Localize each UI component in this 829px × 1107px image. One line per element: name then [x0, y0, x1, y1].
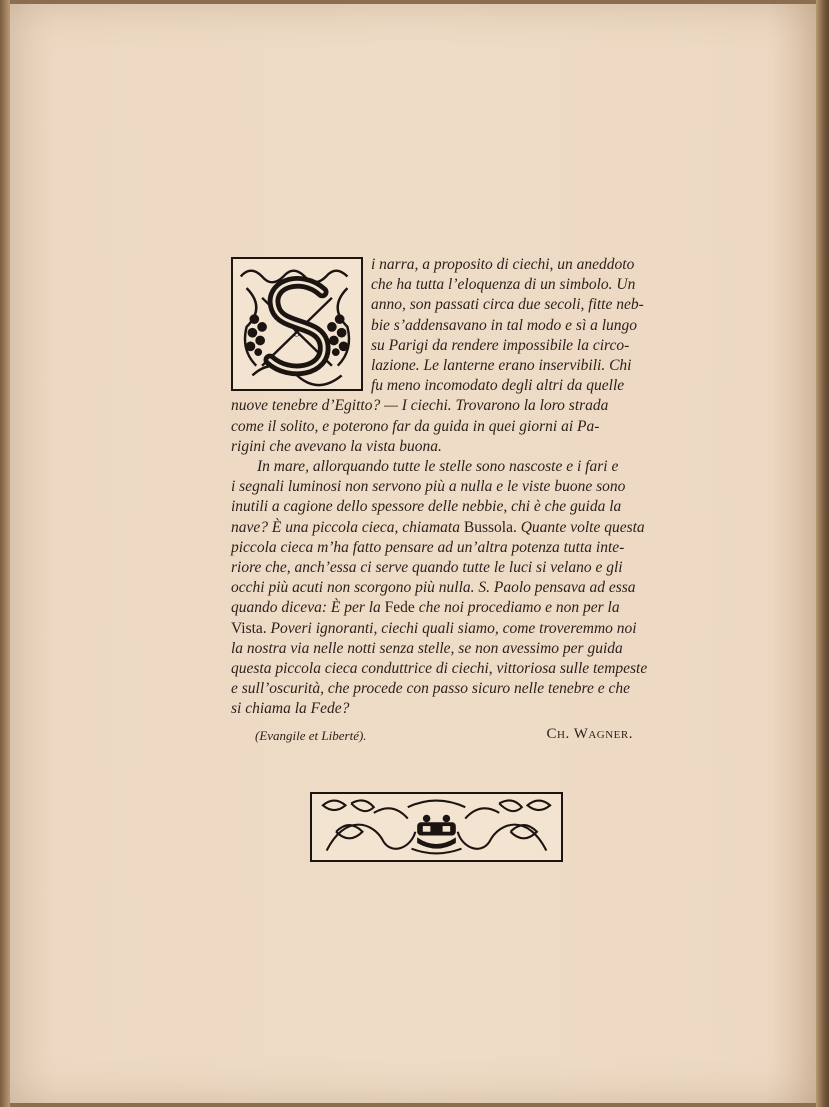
text-fragment: quando diceva: È per la	[231, 599, 381, 617]
text-fragment: Poveri ignoranti, ciechi quali siamo, come troveremmo noi	[270, 619, 637, 637]
text-line: come il solito, e poterono far da guida in quei giorni ai Pa-	[231, 417, 600, 435]
signature-row	[231, 724, 663, 746]
text-line: questa piccola cieca conduttrice di ciechi, vittoriosa sulle tempeste	[231, 660, 648, 678]
text-line	[231, 518, 663, 538]
text-line: che ha tutta l’eloquenza di un simbolo. Un	[371, 276, 636, 294]
text-line: i segnali luminosi non servono più a nulla e le viste buone sono	[231, 478, 626, 496]
text-line: su Parigi da rendere impossibile la circo-	[371, 336, 630, 354]
text-line	[231, 619, 663, 639]
text-fragment: Quante volte questa	[520, 518, 645, 536]
text-line: riore che, anch’essa ci serve quando tutte le luci si velano e gli	[231, 559, 623, 577]
text-line: In mare, allorquando tutte le stelle sono nascoste e i fari e	[257, 458, 619, 476]
text-line: fu meno incomodato degli altri da quelle	[371, 377, 625, 395]
dropcap-letter: S	[293, 326, 301, 340]
article-text	[231, 255, 663, 746]
text-line: e sull’oscurità, che procede con passo sicuro nelle tenebre e che	[231, 680, 631, 698]
author-signature: Ch. Wagner.	[546, 725, 633, 742]
upright-word: Bussola.	[463, 518, 517, 536]
upright-word: Vista.	[231, 619, 267, 637]
book-right-edge	[816, 0, 829, 1107]
text-line: piccola cieca m’ha fatto pensare ad un’altra potenza tutta inte-	[231, 538, 625, 556]
text-line: i narra, a proposito di ciechi, un aneddoto	[371, 256, 635, 273]
text-line: anno, son passati circa due secoli, fitte neb-	[371, 296, 644, 314]
text-line: occhi più acuti non scorgono più nulla. S. Paolo pensava ad essa	[231, 579, 636, 597]
book-left-edge	[0, 0, 10, 1107]
text-line: bie s’addensavano in tal modo e sì a lungo	[371, 316, 638, 334]
upright-word: Fede	[384, 599, 415, 617]
text-fragment: nave? È una piccola cieca, chiamata	[231, 518, 460, 536]
source-citation: (Evangile et Liberté).	[255, 727, 367, 743]
tailpiece-ornament-icon	[312, 794, 561, 860]
text-line: lazione. Le lanterne erano inservibili. Chi	[371, 357, 632, 375]
text-line: inutili a cagione dello spessore delle nebbie, chi è che guida la	[231, 498, 622, 516]
text-line	[231, 598, 663, 618]
tailpiece-ornament	[310, 792, 563, 862]
text-fragment: che noi procediamo e non per la	[418, 599, 620, 617]
text-line: nuove tenebre d’Egitto? — I ciechi. Trovarono la loro strada	[231, 397, 609, 415]
text-line: la nostra via nelle notti senza stelle, se non avessimo per guida	[231, 639, 623, 657]
text-line: rigini che avevano la vista buona.	[231, 437, 442, 455]
decorative-initial-s-icon	[233, 259, 361, 389]
decorative-initial-s	[231, 257, 363, 391]
text-line: si chiama la Fede?	[231, 700, 350, 718]
